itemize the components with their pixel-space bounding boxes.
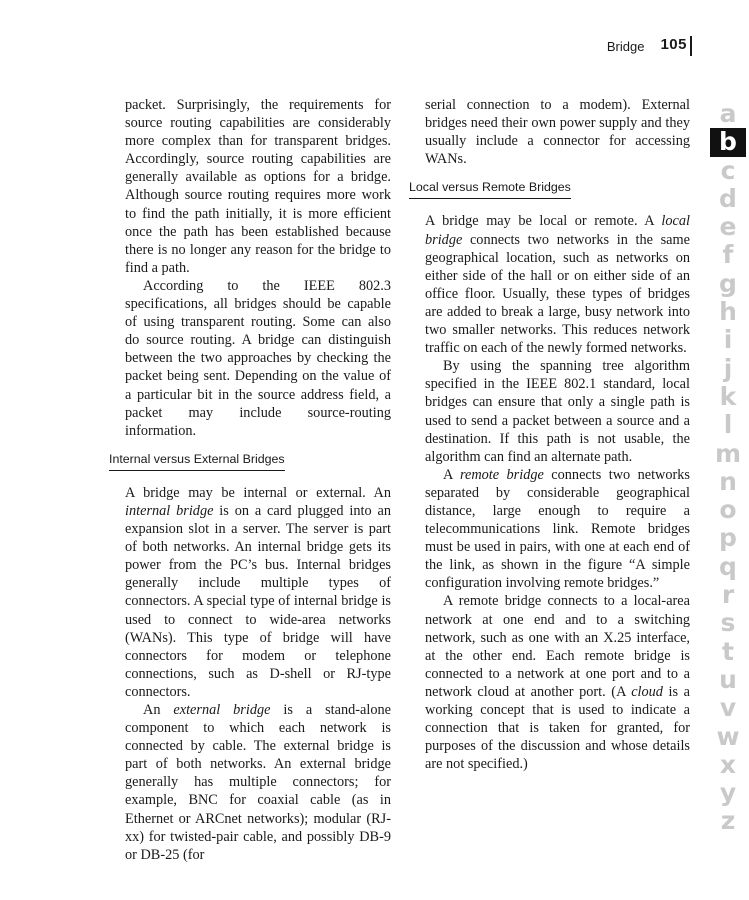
paragraph — [409, 212, 690, 357]
thumb-index-letter-x: x — [719, 749, 737, 779]
thumb-index-letter-w: w — [716, 721, 740, 751]
paragraph: By using the spanning tree algorithm specified in the IEEE 802.1 standard, local bridges can ensure that only a single path is used to send a packet between a source and a destination. If this path is not usable, the algorithm can find an alternate path. — [425, 358, 690, 465]
text-run: A bridge may be local or remote. A — [425, 213, 662, 230]
text-run: is a stand-alone component to which each network is connected by cable. The external bridge is part of both networks. An external bridge generally has multiple connectors; for example, BNC for coaxial cable (as in Ethernet or ARCnet networks); modular (RJ-xx) for twisted-pair cable, and possibly DB-9 or DB-25 (for — [125, 702, 391, 863]
text-run: is on a card plugged into an expansion slot in a server. The server is part of both networks. An internal bridge gets its power from the PC’s bus. Internal bridges generally include multiple types of connectors. A special type of internal bridge is used to connect to wide-area networks (WANs). This type of bridge will have connectors for modem or telephone connections, such as D-shell or RJ-type connectors. — [125, 502, 391, 700]
thumb-index-letter-s: s — [720, 608, 736, 638]
thumb-index-letter-r: r — [721, 580, 735, 610]
text-run: A bridge may be internal or external. An — [125, 484, 391, 501]
thumb-index-letter-d: d — [719, 183, 737, 213]
paragraph: According to the IEEE 802.3 specifications, all bridges should be capable of using transparent routing. Some can also do source routing. A bridge can distinguish between the two approaches by checking the packet being sent. Depending on the value of a particular bit in the source address field, a packet may include source-routing information. — [125, 277, 391, 439]
section-heading: Local versus Remote Bridges — [409, 178, 571, 199]
emphasis-term: remote bridge — [459, 466, 544, 483]
paragraph — [409, 592, 690, 773]
thumb-index-letter-y: y — [719, 778, 737, 808]
thumb-index-letter-b: b — [710, 128, 746, 156]
text-run: is a working concept that is used to indicate a connection that is taken for granted, for purposes of the discussion and whose details are not specified.) — [425, 683, 690, 773]
text-run: A remote bridge connects to a local-area network at one end and to a switching network, such as one with an X.25 interface, at the other end. Each remote bridge is connected to a network at one port and to a network cloud at another port. (A — [425, 593, 690, 700]
thumb-index-letter-m: m — [714, 438, 742, 468]
thumb-index-letter-c: c — [720, 155, 736, 185]
paragraph — [409, 466, 690, 593]
emphasis-term: cloud — [631, 683, 663, 700]
thumb-index-letter-e: e — [719, 212, 737, 242]
left-column — [109, 96, 391, 864]
thumb-index-letter-o: o — [719, 495, 737, 525]
text-run: A — [443, 466, 460, 483]
thumb-index-letter-j: j — [723, 353, 733, 383]
emphasis-term: internal bridge — [125, 502, 214, 519]
text-run: An — [143, 702, 174, 718]
thumb-index-letter-n: n — [719, 466, 737, 496]
paragraph: packet. Surprisingly, the requirements for source routing capabilities are considerably more complex than for transparent bridges. Accordingly, source routing capabilities are generally available as options for a bridge. Although source routing requires more work to find the path initially, it is more efficient once the path has been established because there is no longer any reason for the bridge to find a path. — [125, 97, 391, 276]
paragraph — [109, 701, 391, 864]
running-head: Bridge — [606, 39, 645, 54]
text-run: connects two networks in the same geographical location, such as networks on either side of the hall or on either side of an office floor. Usually, these types of bridges are added to break a large, busy network into two smaller networks. This reduces network traffic on each of the newly formed networks. — [425, 231, 690, 357]
thumb-index-letter-l: l — [723, 410, 733, 440]
thumb-index-letter-z: z — [720, 806, 736, 836]
thumb-index-letter-u: u — [719, 664, 737, 694]
thumb-index — [707, 100, 749, 836]
emphasis-term: external bridge — [173, 702, 271, 718]
text-run: connects two networks separated by considerable geographical distance, large enough to require a telecommunications link. Remote bridges must be used in pairs, with one at each end of the link, as shown in the figure “A simple configuration involving remote bridges.” — [425, 466, 690, 592]
thumb-index-letter-q: q — [719, 551, 737, 581]
paragraph — [109, 484, 391, 701]
paragraph: serial connection to a modem). External bridges need their own power supply and they usually include a connector for accessing WANs. — [425, 97, 690, 168]
thumb-index-letter-p: p — [719, 523, 737, 553]
page-number: 105 — [656, 36, 692, 56]
thumb-index-letter-i: i — [723, 325, 733, 355]
section-heading: Internal versus External Bridges — [109, 450, 285, 471]
page-header — [607, 34, 692, 56]
thumb-index-letter-f: f — [722, 240, 734, 270]
thumb-index-letter-k: k — [719, 381, 737, 411]
right-column — [409, 96, 690, 773]
thumb-index-letter-v: v — [719, 693, 737, 723]
thumb-index-letter-g: g — [719, 268, 737, 298]
thumb-index-letter-h: h — [719, 297, 737, 327]
thumb-index-letter-a: a — [719, 99, 737, 128]
emphasis-term: local bridge — [425, 213, 690, 248]
thumb-index-letter-t: t — [722, 636, 734, 666]
